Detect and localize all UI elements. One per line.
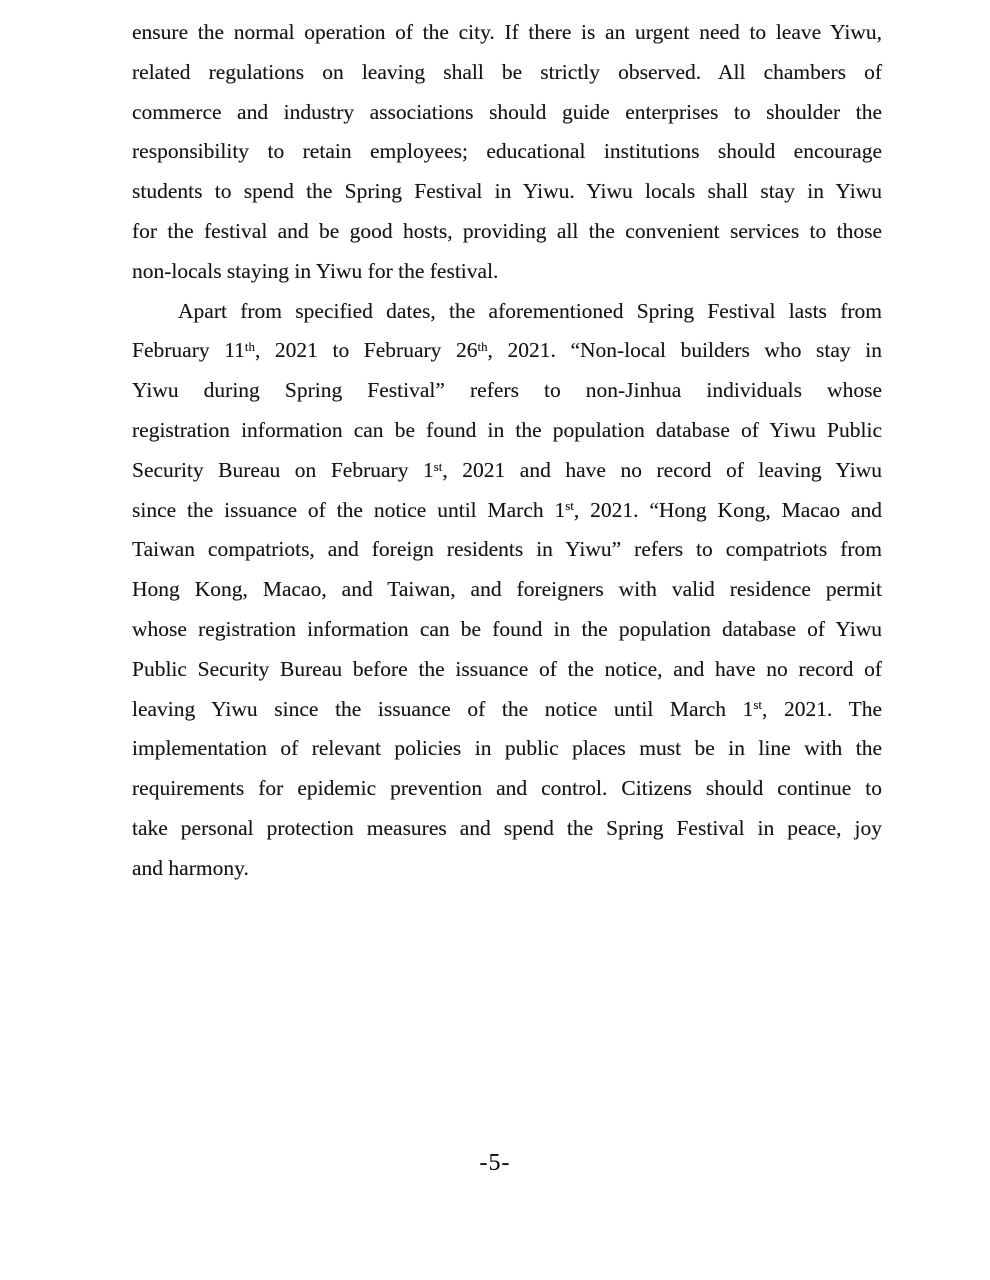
text-segment: Taiwan compatriots, and foreign residents in Yiwu” refers to compatriots from xyxy=(132,537,882,562)
text-line xyxy=(132,809,882,849)
text-segment: non-locals staying in Yiwu for the festival. xyxy=(132,258,499,283)
page-number: -5- xyxy=(479,1150,511,1176)
paragraph xyxy=(132,13,882,292)
text-segment: for the festival and be good hosts, providing all the convenient services to those xyxy=(132,218,882,243)
paragraph xyxy=(132,292,882,889)
text-line xyxy=(132,769,882,809)
text-line xyxy=(132,690,882,730)
text-segment: and harmony. xyxy=(132,855,249,880)
text-line xyxy=(132,451,882,491)
text-line xyxy=(132,331,882,371)
superscript-ordinal: st xyxy=(753,698,762,713)
superscript-ordinal: st xyxy=(433,459,443,474)
text-line xyxy=(132,252,882,292)
text-segment: leaving Yiwu since the issuance of the notice until March 1 xyxy=(132,696,754,721)
text-line xyxy=(132,849,882,889)
superscript-ordinal: th xyxy=(244,340,255,355)
text-line xyxy=(132,172,882,212)
text-line xyxy=(132,570,882,610)
text-line xyxy=(132,729,882,769)
text-segment: responsibility to retain employees; educational institutions should encourage xyxy=(132,139,882,164)
superscript-ordinal: th xyxy=(477,340,488,355)
text-line xyxy=(132,650,882,690)
text-body xyxy=(132,13,882,889)
text-segment: whose registration information can be found in the population database of Yiwu xyxy=(132,616,882,641)
text-line xyxy=(132,610,882,650)
text-line xyxy=(132,491,882,531)
text-segment: Yiwu during Spring Festival” refers to non-Jinhua individuals whose xyxy=(132,378,882,403)
text-segment: registration information can be found in the population database of Yiwu Public xyxy=(132,417,882,442)
text-line xyxy=(132,93,882,133)
text-segment: ensure the normal operation of the city. If there is an urgent need to leave Yiwu, xyxy=(132,20,882,44)
text-segment: since the issuance of the notice until March 1 xyxy=(132,497,566,522)
text-segment: students to spend the Spring Festival in Yiwu. Yiwu locals shall stay in Yiwu xyxy=(132,179,882,204)
text-line xyxy=(132,411,882,451)
text-segment: , 2021. “Non-local builders who stay in xyxy=(487,338,882,363)
text-line xyxy=(132,212,882,252)
text-line xyxy=(132,530,882,570)
text-line xyxy=(132,13,882,53)
text-segment: February 11 xyxy=(132,338,245,363)
text-line xyxy=(132,53,882,93)
text-segment: , 2021. “Hong Kong, Macao and xyxy=(573,497,882,522)
text-segment: , 2021 to February 26 xyxy=(254,338,478,363)
text-line xyxy=(132,132,882,172)
text-segment: related regulations on leaving shall be strictly observed. All chambers of xyxy=(132,59,882,84)
text-segment: Apart from specified dates, the aforementioned Spring Festival lasts from xyxy=(178,298,882,323)
text-segment: , 2021 and have no record of leaving Yiwu xyxy=(442,457,882,482)
text-segment: implementation of relevant policies in public places must be in line with the xyxy=(132,736,882,761)
text-segment: Hong Kong, Macao, and Taiwan, and foreigners with valid residence permit xyxy=(132,577,882,602)
text-segment: requirements for epidemic prevention and control. Citizens should continue to xyxy=(132,776,882,801)
text-line xyxy=(132,292,882,332)
superscript-ordinal: st xyxy=(565,499,574,514)
text-line xyxy=(132,371,882,411)
text-segment: Security Bureau on February 1 xyxy=(132,457,434,482)
text-segment: Public Security Bureau before the issuance of the notice, and have no record of xyxy=(132,656,882,681)
text-segment: , 2021. The xyxy=(762,696,882,721)
text-segment: commerce and industry associations should guide enterprises to shoulder the xyxy=(132,99,882,124)
text-segment: take personal protection measures and spend the Spring Festival in peace, joy xyxy=(132,815,882,840)
